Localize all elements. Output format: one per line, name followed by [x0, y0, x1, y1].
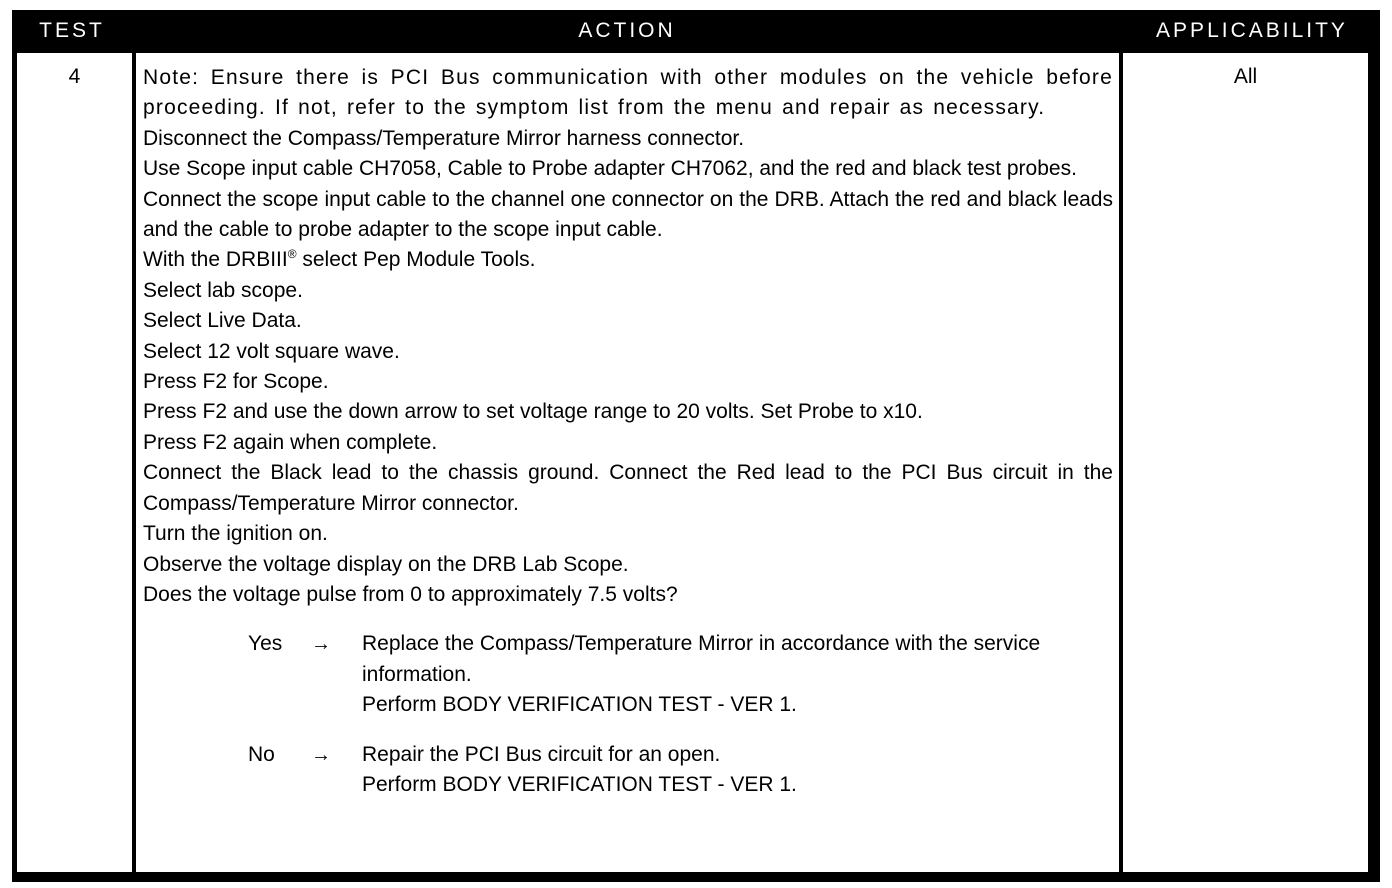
- question: Does the voltage pulse from 0 to approximately 7.5 volts?: [143, 582, 678, 606]
- step: Use Scope input cable CH7058, Cable to Probe adapter CH7062, and the red and black test probes.: [143, 157, 1077, 181]
- right-arrow-icon: →: [311, 743, 331, 766]
- step: Observe the voltage display on the DRB Lab Scope.: [143, 552, 629, 576]
- step: Select Live Data.: [143, 309, 302, 333]
- registered-mark: ®: [287, 247, 297, 262]
- result-no: [143, 740, 1113, 801]
- result-yes-line: Perform BODY VERIFICATION TEST - VER 1.: [362, 693, 797, 717]
- test-number: 4: [68, 65, 81, 88]
- result-no-line: Perform BODY VERIFICATION TEST - VER 1.: [362, 772, 797, 796]
- step: Select lab scope.: [143, 278, 303, 302]
- result-yes-body: [362, 629, 1113, 720]
- header-applicability: APPLICABILITY: [1156, 19, 1348, 42]
- step: Press F2 and use the down arrow to set voltage range to 20 volts. Set Probe to x10.: [143, 400, 923, 424]
- diagnostic-table: [12, 10, 1380, 882]
- header-test: TEST: [39, 19, 105, 42]
- step: Press F2 for Scope.: [143, 370, 329, 394]
- note-text: Note: Ensure there is PCI Bus communication with other modules on the vehicle before proceeding. If not, refer to the symptom list from the menu and repair as necessary.: [143, 66, 1113, 120]
- test-cell: [17, 53, 132, 872]
- action-cell: [136, 53, 1119, 872]
- result-yes: [143, 629, 1113, 720]
- result-yes-line: Replace the Compass/Temperature Mirror in accordance with the service information.: [362, 632, 1041, 686]
- applicability-cell: [1123, 53, 1368, 872]
- step-drb: [143, 245, 1113, 275]
- result-no-label: No: [248, 742, 275, 766]
- result-no-body: [362, 740, 1113, 801]
- step: Connect the scope input cable to the channel one connector on the DRB. Attach the red and black leads and the cable to probe adapter to the scope input cable.: [143, 187, 1113, 242]
- step: Select 12 volt square wave.: [143, 339, 400, 363]
- right-arrow-icon: →: [311, 633, 331, 656]
- result-no-line: Repair the PCI Bus circuit for an open.: [362, 742, 721, 766]
- result-yes-label: Yes: [248, 632, 283, 656]
- step: Connect the Black lead to the chassis ground. Connect the Red lead to the PCI Bus circuit in the Compass/Temperature Mirror connector.: [143, 461, 1113, 515]
- step: Press F2 again when complete.: [143, 430, 438, 454]
- applicability-value: All: [1233, 65, 1258, 88]
- action-text: [143, 63, 1113, 800]
- header-action: ACTION: [578, 19, 676, 42]
- step: Turn the ignition on.: [143, 522, 328, 546]
- drb-suffix: select Pep Module Tools.: [296, 248, 536, 272]
- step: Disconnect the Compass/Temperature Mirror harness connector.: [143, 126, 745, 150]
- drb-prefix: With the DRBIII: [143, 248, 288, 272]
